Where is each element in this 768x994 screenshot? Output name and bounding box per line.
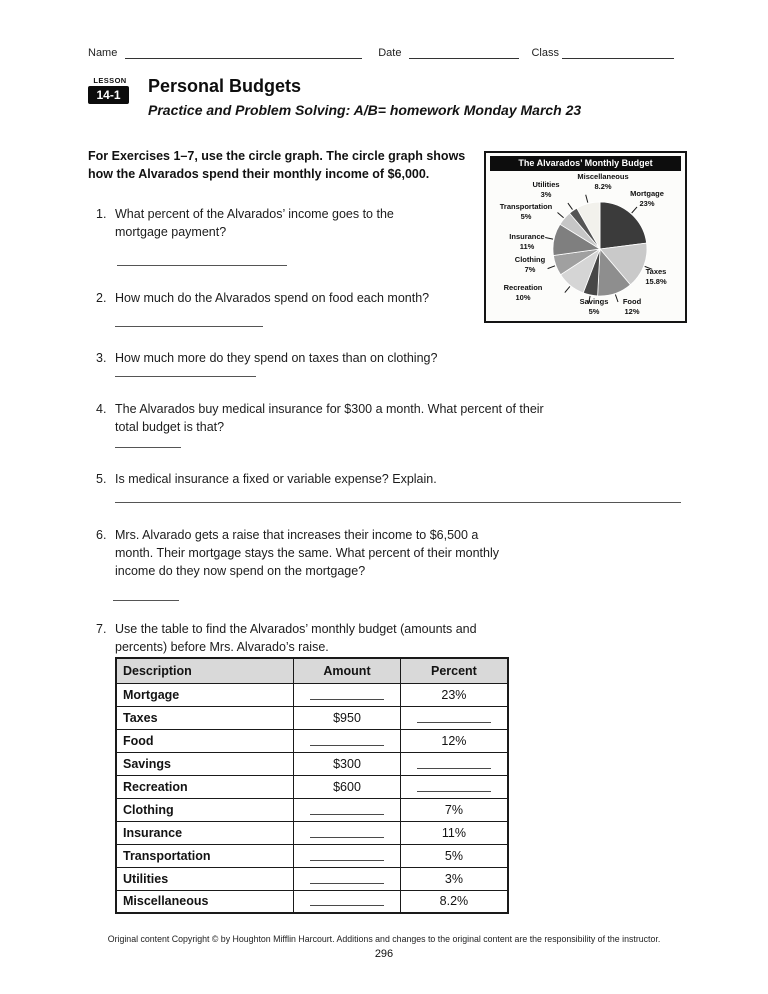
pie-label-name: Clothing <box>514 255 546 264</box>
pie-label-percent: 11% <box>519 241 535 251</box>
question-number: 6. <box>96 528 107 542</box>
table-row <box>116 867 508 890</box>
pie-label-percent: 10% <box>515 292 531 302</box>
cell-description: Utilities <box>116 867 294 890</box>
cell-percent-value: 7% <box>444 802 463 817</box>
budget-table-head <box>116 658 508 683</box>
pie-label-food <box>623 297 641 316</box>
pie-label-name: Food <box>622 297 642 306</box>
name-blank-line <box>125 46 362 59</box>
class-label: Class <box>531 47 559 59</box>
pie-label-savings <box>580 297 609 316</box>
cell-description: Food <box>116 729 294 752</box>
question-5 <box>96 470 620 488</box>
cell-percent-blank <box>417 779 491 792</box>
question-text: Use the table to find the Alvarados’ monthly budget (amounts and percents) before Mrs. Alvarado’s raise. <box>115 622 477 654</box>
lesson-eyebrow: LESSON <box>93 76 127 85</box>
cell-amount-blank <box>310 687 384 700</box>
cell-amount <box>294 867 401 890</box>
pie-leader-line-transportation <box>558 213 564 218</box>
budget-table-body <box>116 683 508 913</box>
pie-leader-line-miscellaneous <box>586 195 588 203</box>
name-label: Name <box>88 47 118 59</box>
cell-percent-blank <box>417 710 491 723</box>
cell-percent <box>400 729 508 752</box>
question-text: How much more do they spend on taxes than on clothing? <box>115 351 438 365</box>
cell-amount <box>294 683 401 706</box>
cell-percent <box>400 844 508 867</box>
cell-amount <box>294 706 401 729</box>
question-number: 7. <box>96 622 107 636</box>
pie-label-insurance <box>509 232 544 251</box>
table-row <box>116 752 508 775</box>
class-blank-line <box>562 46 674 59</box>
cell-description: Clothing <box>116 798 294 821</box>
table-row <box>116 798 508 821</box>
cell-description: Mortgage <box>116 683 294 706</box>
pie-label-percent: 5% <box>520 211 532 221</box>
cell-amount-blank <box>310 802 384 815</box>
answer-blank-2 <box>115 315 263 327</box>
cell-amount-blank <box>310 825 384 838</box>
page-title: Personal Budgets <box>148 76 302 96</box>
cell-amount-blank <box>310 848 384 861</box>
pie-label-recreation <box>504 283 543 302</box>
pie-label-mortgage <box>630 189 664 208</box>
lesson-header <box>88 76 581 118</box>
cell-amount <box>294 729 401 752</box>
pie-label-miscellaneous <box>577 172 628 191</box>
date-label: Date <box>378 47 402 59</box>
exercise-instructions: For Exercises 1–7, use the circle graph. The circle graph shows how the Alvarados spend their monthly income of $6,000. <box>88 149 466 181</box>
pie-label-name: Insurance <box>509 232 545 241</box>
page-subtitle: Practice and Problem Solving: A/B= homework Monday March 23 <box>148 102 582 118</box>
lesson-number-badge: 14-1 <box>88 86 129 104</box>
table-row <box>116 706 508 729</box>
cell-percent-value: 5% <box>444 848 463 863</box>
question-text: Is medical insurance a fixed or variable expense? Explain. <box>115 472 437 486</box>
cell-amount-blank <box>310 893 384 906</box>
lesson-badge <box>88 76 132 118</box>
cell-description: Savings <box>116 752 294 775</box>
cell-description: Miscellaneous <box>116 890 294 913</box>
copyright-line: Original content Copyright © by Houghton Mifflin Harcourt. Additions and changes to the original content are the responsibility of the instructor. <box>107 934 661 944</box>
pie-label-clothing <box>515 255 545 274</box>
question-1 <box>96 205 445 241</box>
cell-percent <box>400 683 508 706</box>
cell-amount <box>294 752 401 775</box>
page-number: 296 <box>374 948 394 960</box>
question-4 <box>96 400 545 436</box>
cell-description: Recreation <box>116 775 294 798</box>
pie-label-percent: 23% <box>639 198 655 208</box>
question-text: What percent of the Alvarados’ income goes to the mortgage payment? <box>115 207 394 239</box>
question-number: 1. <box>96 207 107 221</box>
pie-label-name: Recreation <box>503 283 543 292</box>
question-text: How much do the Alvarados spend on food each month? <box>115 291 430 305</box>
cell-description: Taxes <box>116 706 294 729</box>
cell-amount-value: $950 <box>333 710 361 725</box>
cell-percent <box>400 890 508 913</box>
pie-leader-line-recreation <box>565 286 570 292</box>
pie-label-name: Savings <box>579 297 609 306</box>
cell-amount <box>294 844 401 867</box>
answer-blank-5 <box>115 491 681 503</box>
cell-amount-blank <box>310 871 384 884</box>
budget-table <box>115 657 509 914</box>
pie-label-percent: 12% <box>624 306 640 316</box>
date-blank-line <box>409 46 519 59</box>
cell-percent-value: 8.2% <box>439 894 469 909</box>
cell-amount-blank <box>310 733 384 746</box>
cell-amount <box>294 798 401 821</box>
cell-percent-blank <box>417 756 491 769</box>
question-number: 3. <box>96 351 107 365</box>
answer-blank-6 <box>113 589 179 601</box>
cell-description: Insurance <box>116 821 294 844</box>
cell-percent-value: 12% <box>441 733 467 748</box>
pie-label-taxes <box>645 267 666 286</box>
table-row <box>116 683 508 706</box>
pie-label-transportation <box>500 202 553 221</box>
question-6 <box>96 526 520 580</box>
cell-percent <box>400 775 508 798</box>
name-date-class-row <box>88 46 674 59</box>
cell-amount <box>294 890 401 913</box>
question-7 <box>96 620 527 656</box>
cell-percent-value: 3% <box>444 871 463 886</box>
pie-label-name: Transportation <box>499 202 553 211</box>
table-row <box>116 890 508 913</box>
cell-amount <box>294 821 401 844</box>
cell-percent <box>400 752 508 775</box>
answer-blank-4 <box>115 436 181 448</box>
question-text: The Alvarados buy medical insurance for $300 a month. What percent of their total budget is that? <box>115 402 544 434</box>
column-header-description: Description <box>116 658 294 683</box>
answer-blank-3 <box>115 365 256 377</box>
table-row <box>116 821 508 844</box>
cell-percent <box>400 798 508 821</box>
circle-graph-title: The Alvarados’ Monthly Budget <box>490 156 681 171</box>
pie-label-percent: 15.8% <box>645 276 667 286</box>
table-row <box>116 775 508 798</box>
cell-amount-value: $300 <box>333 756 361 771</box>
pie-label-percent: 7% <box>524 264 536 274</box>
pie-leader-line-utilities <box>568 203 573 210</box>
pie-label-percent: 8.2% <box>594 181 612 191</box>
pie-label-percent: 3% <box>540 189 552 199</box>
pie-label-name: Miscellaneous <box>577 172 629 181</box>
pie-slice-mortgage <box>600 202 647 249</box>
cell-amount-value: $600 <box>333 779 361 794</box>
answer-blank-1 <box>117 254 287 266</box>
pie-label-utilities <box>532 180 559 199</box>
pie-leader-line-food <box>615 295 618 303</box>
pie-label-name: Utilities <box>532 180 560 189</box>
pie-label-percent: 5% <box>588 306 600 316</box>
cell-description: Transportation <box>116 844 294 867</box>
cell-amount <box>294 775 401 798</box>
pie-label-name: Mortgage <box>630 189 664 198</box>
pie-leader-line-insurance <box>545 238 553 240</box>
cell-percent <box>400 706 508 729</box>
table-row <box>116 729 508 752</box>
question-text: Mrs. Alvarado gets a raise that increases their income to $6,500 a month. Their mortgage stays the same. What percent of their monthly income do they now spend on the mortgage? <box>115 528 499 578</box>
pie-leader-line-clothing <box>548 266 555 269</box>
cell-percent-value: 23% <box>441 687 467 702</box>
cell-percent-value: 11% <box>441 825 466 840</box>
question-number: 4. <box>96 402 107 416</box>
question-number: 2. <box>96 291 107 305</box>
cell-percent <box>400 821 508 844</box>
lesson-titles <box>148 76 581 118</box>
column-header-percent: Percent <box>400 658 508 683</box>
table-row <box>116 844 508 867</box>
column-header-amount: Amount <box>294 658 401 683</box>
cell-percent <box>400 867 508 890</box>
pie-label-name: Taxes <box>645 267 667 276</box>
question-number: 5. <box>96 472 107 486</box>
table-header-row <box>116 658 508 683</box>
circle-graph-figure <box>484 151 687 323</box>
